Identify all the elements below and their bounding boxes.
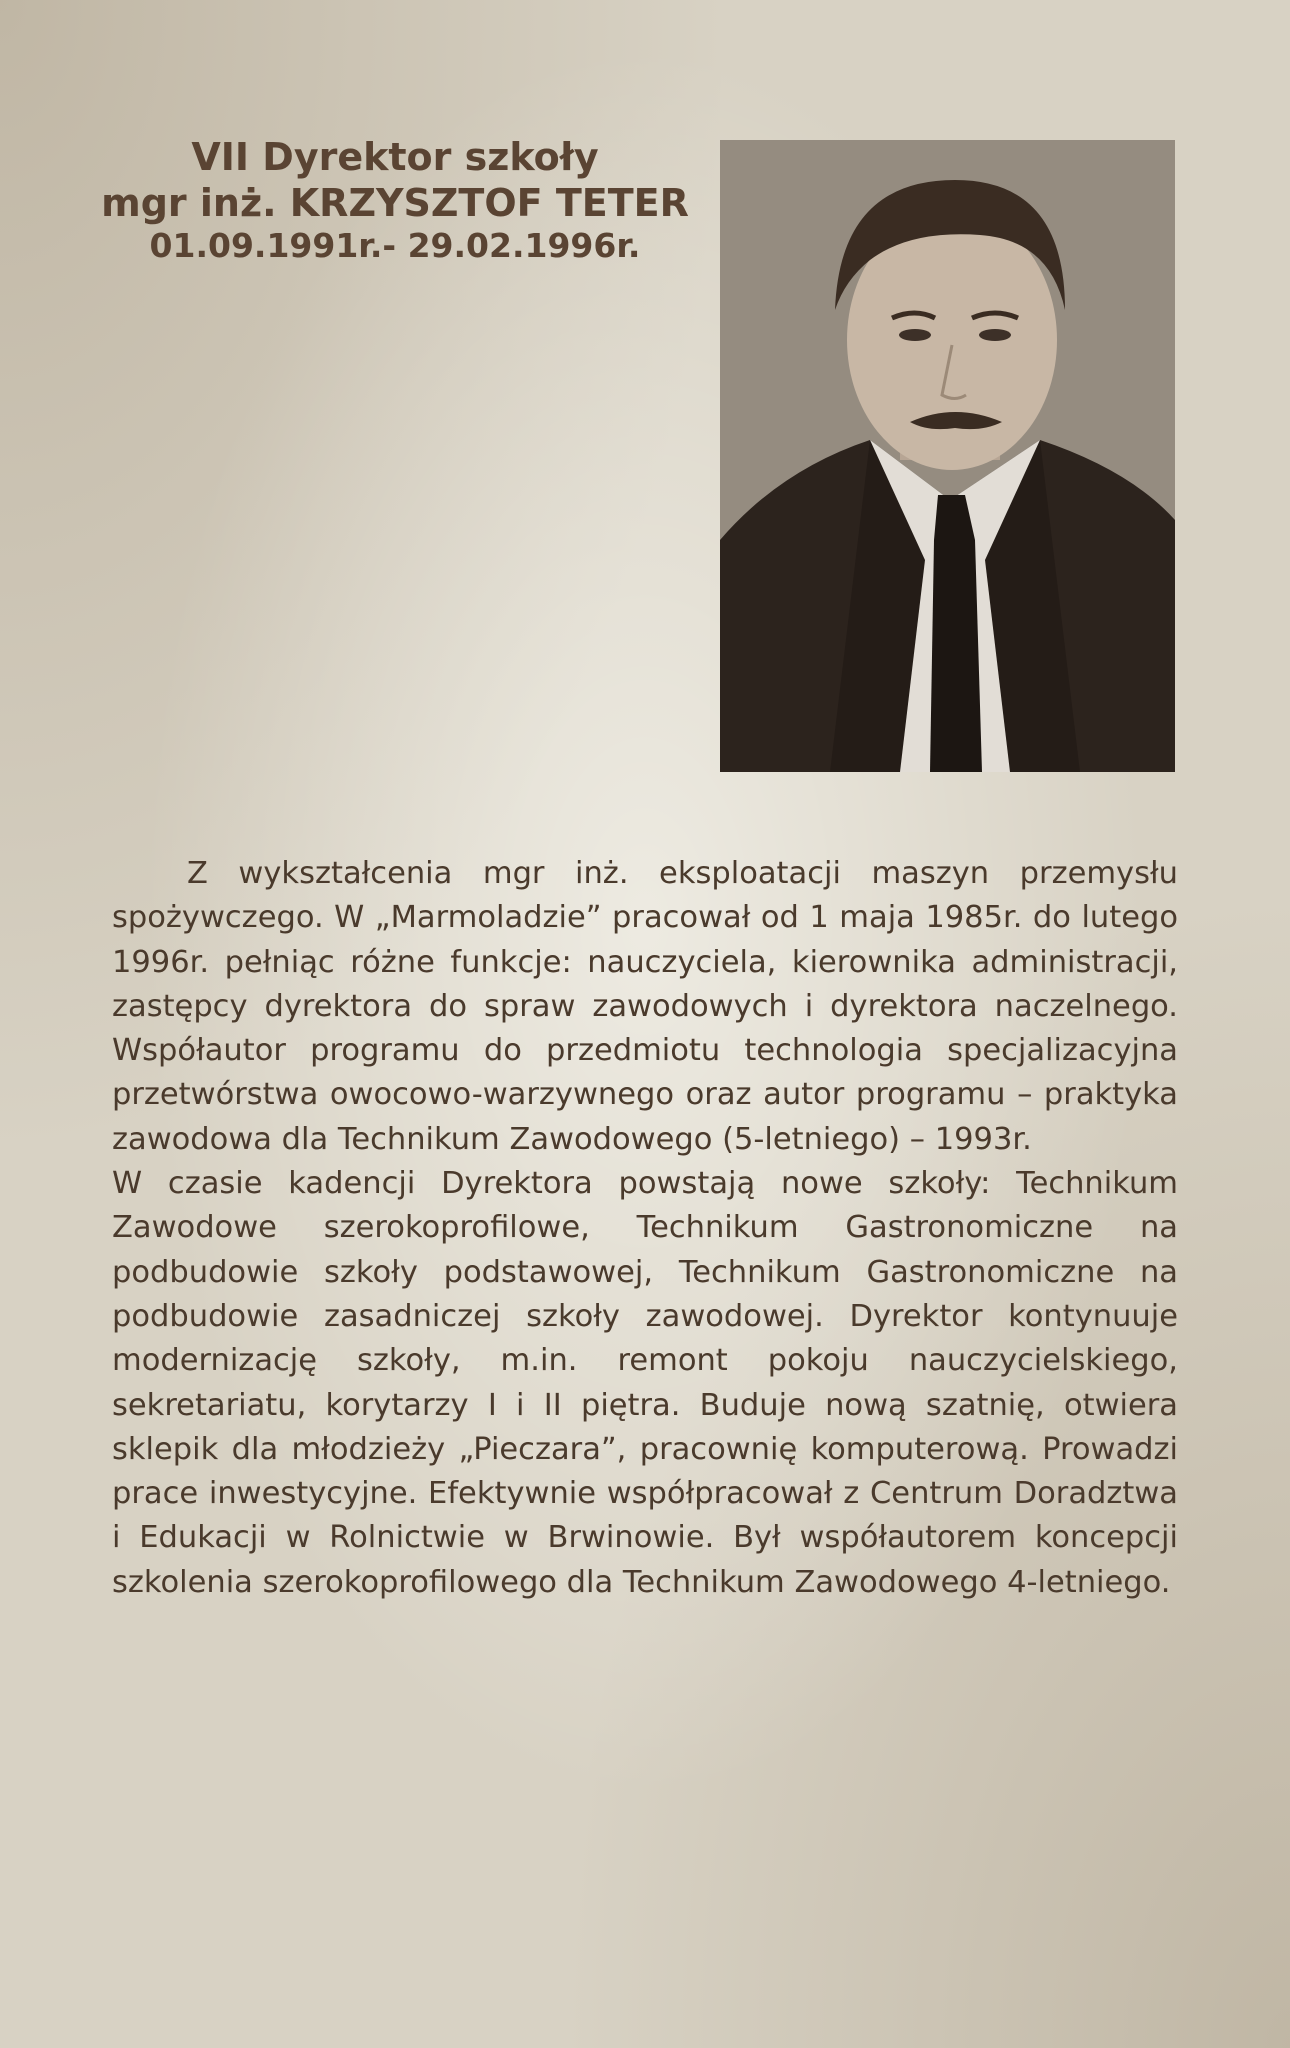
heading-dates: 01.09.1991r.- 29.02.1996r. bbox=[149, 226, 641, 266]
biography-paragraph-1: Z wykształcenia mgr inż. eksploatacji maszyn przemysłu spożywczego. W „Marmoladzie” pracował od 1 maja 1985r. do lutego 1996r. pełniąc różne funkcje: nauczyciela, kierownika administracji, zastępcy dyrektora do spraw zawodowych i dyrektora naczelnego. Współautor programu do przedmiotu technologia specjalizacyjna przetwórstwa owocowo-warzywnego oraz autor programu – praktyka zawodowa dla Technikum Zawodowego (5-letniego) – 1993r. bbox=[112, 856, 1178, 1157]
biography-text bbox=[112, 852, 1178, 1605]
biography-paragraph-2: W czasie kadencji Dyrektora powstają nowe szkoły: Technikum Zawodowe szerokoprofilowe, Technikum Gastronomiczne na podbudowie szkoły podstawowej, Technikum Gastronomiczne na podbudowie zasadniczej szkoły zawodowej. Dyrektor kontynuuje modernizację szkoły, m.in. remont pokoju nauczycielskiego, sekretariatu, korytarzy I i II piętra. Buduje nową szatnię, otwiera sklepik dla młodzieży „Pieczara”, pracownię komputerową. Prowadzi prace inwestycyjne. Efektywnie współpracował z Centrum Doradztwa i Edukacji w Rolnictwie w Brwinowie. Był współautorem koncepcji szkolenia szerokoprofilowego dla Technikum Zawodowego 4-letniego. bbox=[112, 1166, 1178, 1600]
page-heading bbox=[60, 135, 730, 266]
portrait-illustration bbox=[720, 140, 1175, 772]
heading-name: mgr inż. KRZYSZTOF TETER bbox=[101, 180, 689, 225]
heading-title: VII Dyrektor szkoły bbox=[191, 135, 599, 179]
portrait-photo bbox=[720, 140, 1175, 772]
